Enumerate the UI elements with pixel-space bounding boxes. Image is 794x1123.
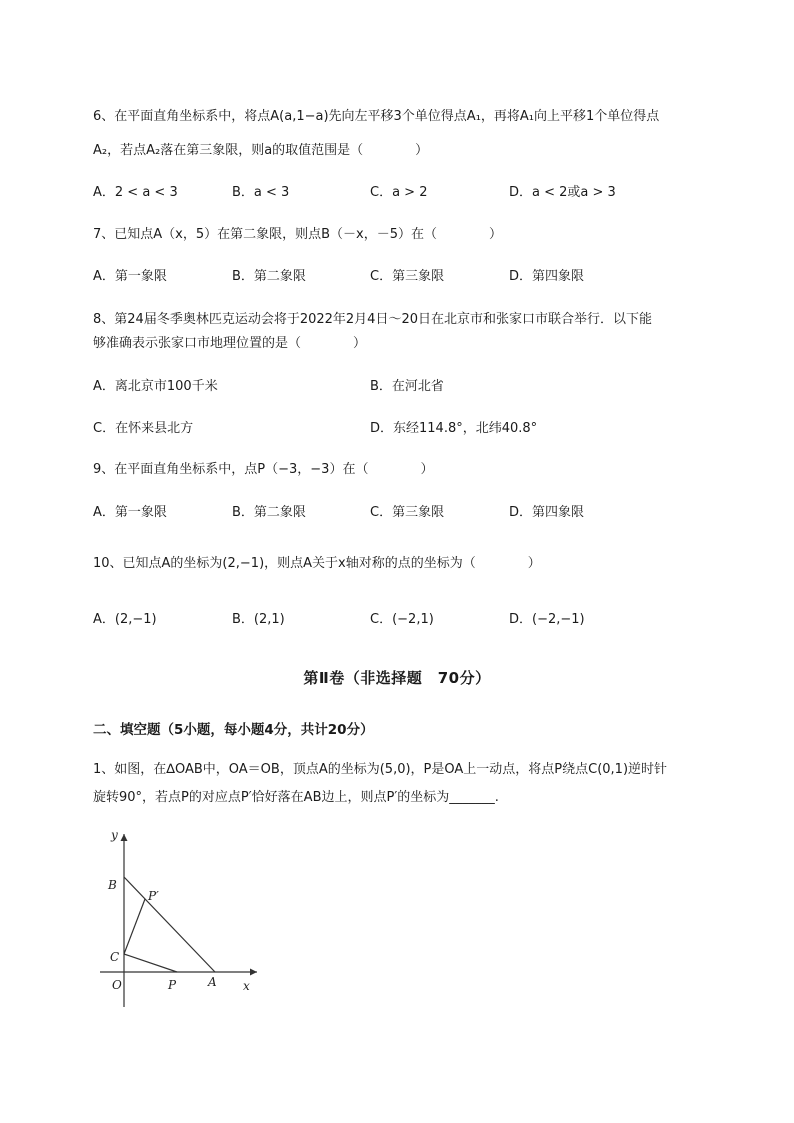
segment-ab xyxy=(124,877,215,972)
label-x: x xyxy=(243,979,250,993)
label-p-prime: P′ xyxy=(148,889,159,903)
q9-option-c: C．第三象限 xyxy=(370,505,445,520)
q9-option-b: B．第二象限 xyxy=(232,505,306,520)
label-o: O xyxy=(112,978,122,992)
q8-option-a: A．离北京市100千米 xyxy=(93,379,218,394)
label-a: A xyxy=(208,975,217,989)
q7-option-a: A．第一象限 xyxy=(93,269,167,284)
q6-option-d: D．a < 2或a > 3 xyxy=(509,185,616,200)
label-p: P xyxy=(168,978,177,992)
geometry-figure xyxy=(95,822,270,1012)
q6-option-b: B．a < 3 xyxy=(232,185,290,200)
label-y: y xyxy=(111,828,118,842)
segment-c-p xyxy=(124,954,177,972)
q7-option-b: B．第二象限 xyxy=(232,269,306,284)
q6-stem-line1: 6、在平面直角坐标系中，将点A(a,1−a)先向左平移3个单位得点A₁，再将A₁向上平移1个单位得点 xyxy=(93,109,660,124)
q10-option-b: B．(2,1) xyxy=(232,612,285,627)
q6-option-a: A．2 < a < 3 xyxy=(93,185,178,200)
q7-stem: 7、已知点A（x，5）在第二象限，则点B（－x，－5）在（ ） xyxy=(93,227,503,242)
q7-option-d: D．第四象限 xyxy=(509,269,585,284)
segment-c-pprime xyxy=(124,899,145,954)
q8-option-d: D．东经114.8°，北纬40.8° xyxy=(370,421,538,436)
label-c: C xyxy=(110,950,120,964)
q9-option-d: D．第四象限 xyxy=(509,505,585,520)
q9-option-a: A．第一象限 xyxy=(93,505,167,520)
fill1-stem-line2: 旋转90°，若点P的对应点P′恰好落在AB边上，则点P′的坐标为_______. xyxy=(93,790,499,805)
q10-option-d: D．(−2,−1) xyxy=(509,612,585,627)
q10-option-c: C．(−2,1) xyxy=(370,612,434,627)
q10-option-a: A．(2,−1) xyxy=(93,612,157,627)
q8-option-b: B．在河北省 xyxy=(370,379,444,394)
q10-stem: 10、已知点A的坐标为(2,−1)，则点A关于x轴对称的点的坐标为（ ） xyxy=(93,556,541,571)
q8-stem-line2: 够准确表示张家口市地理位置的是（ ） xyxy=(93,336,367,351)
part2-title: 第Ⅱ卷（非选择题 70分） xyxy=(303,669,491,687)
q9-stem: 9、在平面直角坐标系中，点P（−3，−3）在（ ） xyxy=(93,462,434,477)
q7-option-c: C．第三象限 xyxy=(370,269,445,284)
fill1-stem-line1: 1、如图，在∆OAB中，OA＝OB，顶点A的坐标为(5,0)，P是OA上一动点，将点P绕点C(0,1)逆时针 xyxy=(93,762,668,777)
q8-option-c: C．在怀来县北方 xyxy=(93,421,194,436)
section2-title: 二、填空题（5小题，每小题4分，共计20分） xyxy=(93,722,374,738)
label-b: B xyxy=(108,878,117,892)
q8-stem-line1: 8、第24届冬季奥林匹克运动会将于2022年2月4日～20日在北京市和张家口市联合举行．以下能 xyxy=(93,312,652,327)
q6-stem-line2: A₂，若点A₂落在第三象限，则a的取值范围是（ ） xyxy=(93,143,429,158)
q6-option-c: C．a > 2 xyxy=(370,185,428,200)
